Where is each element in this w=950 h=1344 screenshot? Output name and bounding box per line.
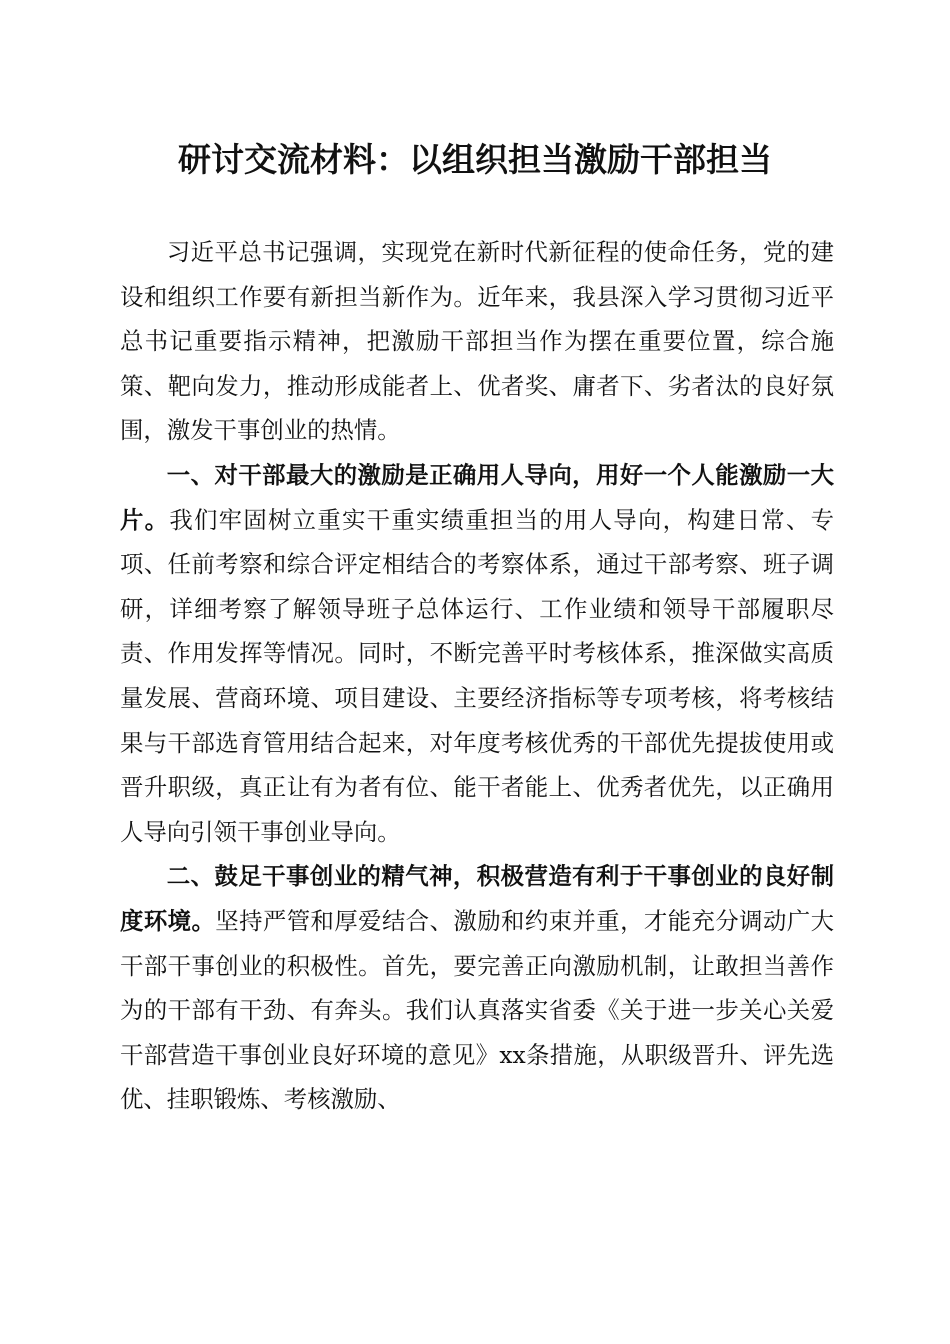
document-body (120, 230, 834, 1122)
paragraph-text: 我们牢固树立重实干重实绩重担当的用人导向，构建日常、专项、任前考察和综合评定相结合的考察体系，通过干部考察、班子调研，详细考察了解领导班子总体运行、工作业绩和领导干部履职尽责、作用发挥等情况。同时，不断完善平时考核体系，推深做实高质量发展、营商环境、项目建设、主要经济指标等专项考核，将考核结果与干部选育管用结合起来，对年度考核优秀的干部优先提拔使用或晋升职级，真正让有为者有位、能干者能上、优秀者优先，以正确用人导向引领干事创业导向。 (120, 505, 835, 846)
section-heading: 二、鼓足干事创业的精气神，积极营造有利于干事创业的良好制度环境。 (120, 862, 834, 935)
paragraph-intro (120, 230, 834, 453)
paragraph-section-1 (120, 453, 834, 854)
paragraph-section-2 (120, 854, 834, 1122)
paragraph-text: 坚持严管和厚爱结合、激励和约束并重，才能充分调动广大干部干事创业的积极性。首先，要完善正向激励机制，让敢担当善作为的干部有干劲、有奔头。我们认真落实省委《关于进一步关心关爱干部营造干事创业良好环境的意见》xx条措施，从职级晋升、评先选优、挂职锻炼、考核激励、 (120, 906, 835, 1114)
section-heading: 一、对干部最大的激励是正确用人导向，用好一个人能激励一大片。 (120, 460, 834, 534)
paragraph-text: 习近平总书记强调，实现党在新时代新征程的使命任务，党的建设和组织工作要有新担当新作为。近年来，我县深入学习贯彻习近平总书记重要指示精神，把激励干部担当作为摆在重要位置，综合施策、靶向发力，推动形成能者上、优者奖、庸者下、劣者汰的良好氛围，激发干事创业的热情。 (120, 238, 834, 445)
document-title: 研讨交流材料：以组织担当激励干部担当 (178, 140, 772, 179)
